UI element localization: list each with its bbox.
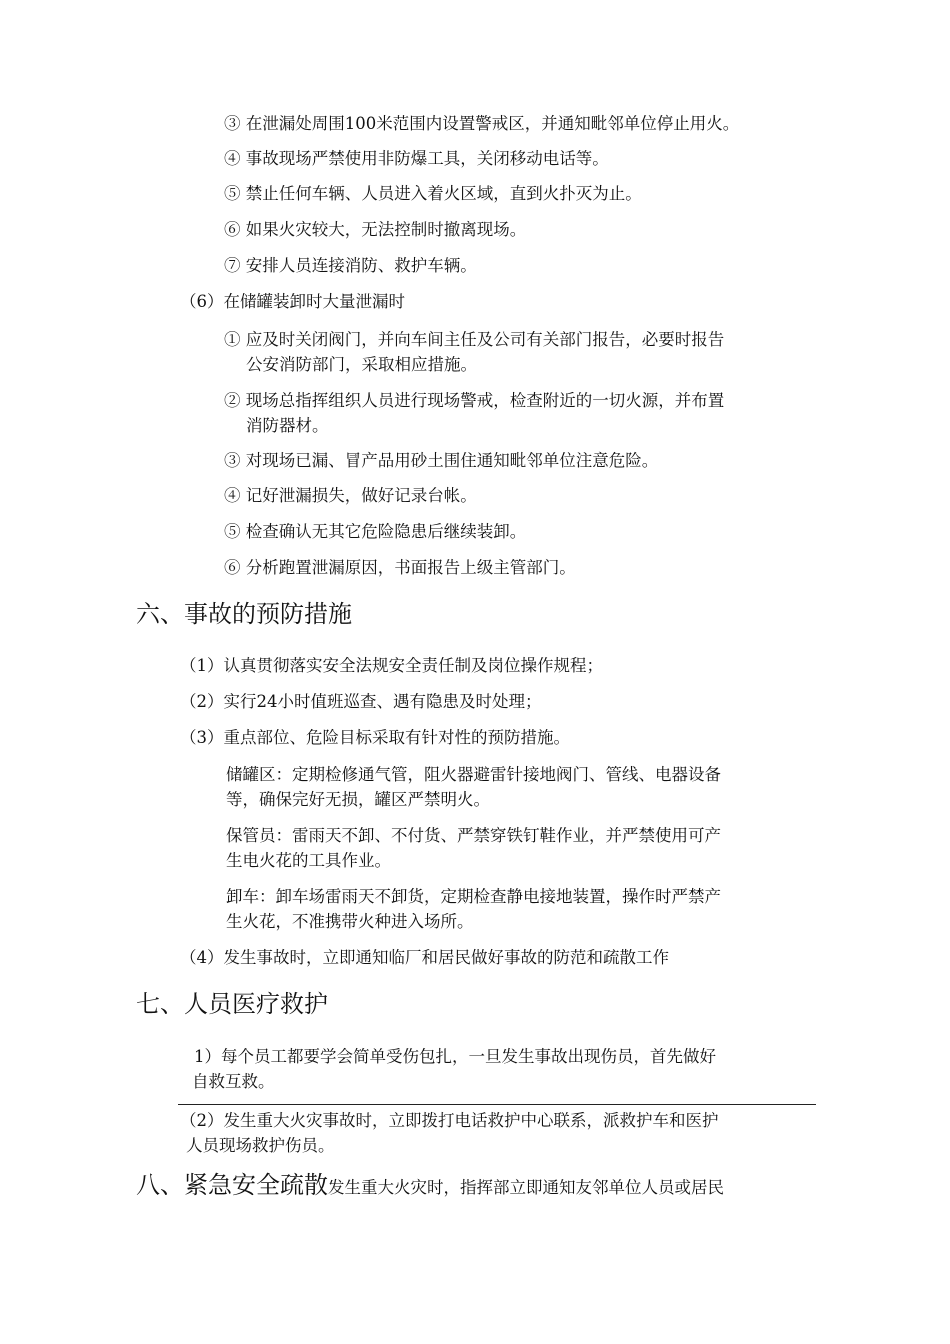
list-item-5: ⑤ 禁止任何车辆、人员进入着火区域，直到火扑灭为止。 <box>224 184 642 203</box>
unload-line-1: 卸车：卸车场雷雨天不卸货，定期检查静电接地装置，操作时严禁产 <box>226 887 721 906</box>
section-8-heading: 八、紧急安全疏散 <box>136 1171 328 1199</box>
section-7-p2-line-2: 人员现场救护伤员。 <box>186 1136 335 1155</box>
case-6-item-2-line-2: 消防器材。 <box>246 416 329 435</box>
section-7-heading: 七、人员医疗救护 <box>136 990 328 1018</box>
section-6-p3: （3）重点部位、危险目标采取有针对性的预防措施。 <box>180 728 570 747</box>
section-7-p2-line-1: （2）发生重大火灾事故时，立即拨打电话救护中心联系，派救护车和医护 <box>180 1111 719 1130</box>
horizontal-rule <box>178 1104 816 1105</box>
case-6-item-1-line-2: 公安消防部门，采取相应措施。 <box>246 355 477 374</box>
list-item-3: ③ 在泄漏处周围100米范围内设置警戒区，并通知毗邻单位停止用火。 <box>224 114 740 133</box>
tank-area-line-2: 等，确保完好无损，罐区严禁明火。 <box>226 790 490 809</box>
section-7-p1-line-1: 1）每个员工都要学会简单受伤包扎，一旦发生事故出现伤员，首先做好 <box>194 1047 716 1066</box>
section-6-p4: （4）发生事故时，立即通知临厂和居民做好事故的防范和疏散工作 <box>180 948 669 967</box>
section-7-p1-line-2: 自救互救。 <box>192 1072 275 1091</box>
case-6-item-2-line-1: ② 现场总指挥组织人员进行现场警戒，检查附近的一切火源，并布置 <box>224 391 725 410</box>
case-6-item-5: ⑤ 检查确认无其它危险隐患后继续装卸。 <box>224 522 527 541</box>
list-item-6: ⑥ 如果火灾较大，无法控制时撤离现场。 <box>224 220 527 239</box>
section-8-row <box>136 1171 724 1202</box>
case-6-item-1-line-1: ① 应及时关闭阀门，并向车间主任及公司有关部门报告，必要时报告 <box>224 330 725 349</box>
case-6-title: （6）在储罐装卸时大量泄漏时 <box>180 292 405 311</box>
section-6-p2: （2）实行24小时值班巡查、遇有隐患及时处理； <box>180 692 542 711</box>
unload-line-2: 生火花，不准携带火种进入场所。 <box>226 912 474 931</box>
keeper-line-2: 生电火花的工具作业。 <box>226 851 391 870</box>
case-6-item-4: ④ 记好泄漏损失，做好记录台帐。 <box>224 486 477 505</box>
case-6-item-6: ⑥ 分析跑置泄漏原因，书面报告上级主管部门。 <box>224 558 576 577</box>
list-item-7: ⑦ 安排人员连接消防、救护车辆。 <box>224 256 477 275</box>
list-item-4: ④ 事故现场严禁使用非防爆工具，关闭移动电话等。 <box>224 149 609 168</box>
section-8-text: 发生重大火灾时，指挥部立即通知友邻单位人员或居民 <box>328 1178 724 1197</box>
section-6-heading: 六、事故的预防措施 <box>136 600 352 628</box>
case-6-item-3: ③ 对现场已漏、冒产品用砂土围住通知毗邻单位注意危险。 <box>224 451 659 470</box>
tank-area-line-1: 储罐区：定期检修通气管，阻火器避雷针接地阀门、管线、电器设备 <box>226 765 721 784</box>
section-6-p1: （1）认真贯彻落实安全法规安全责任制及岗位操作规程； <box>180 656 603 675</box>
keeper-line-1: 保管员：雷雨天不卸、不付货、严禁穿铁钉鞋作业，并严禁使用可产 <box>226 826 721 845</box>
